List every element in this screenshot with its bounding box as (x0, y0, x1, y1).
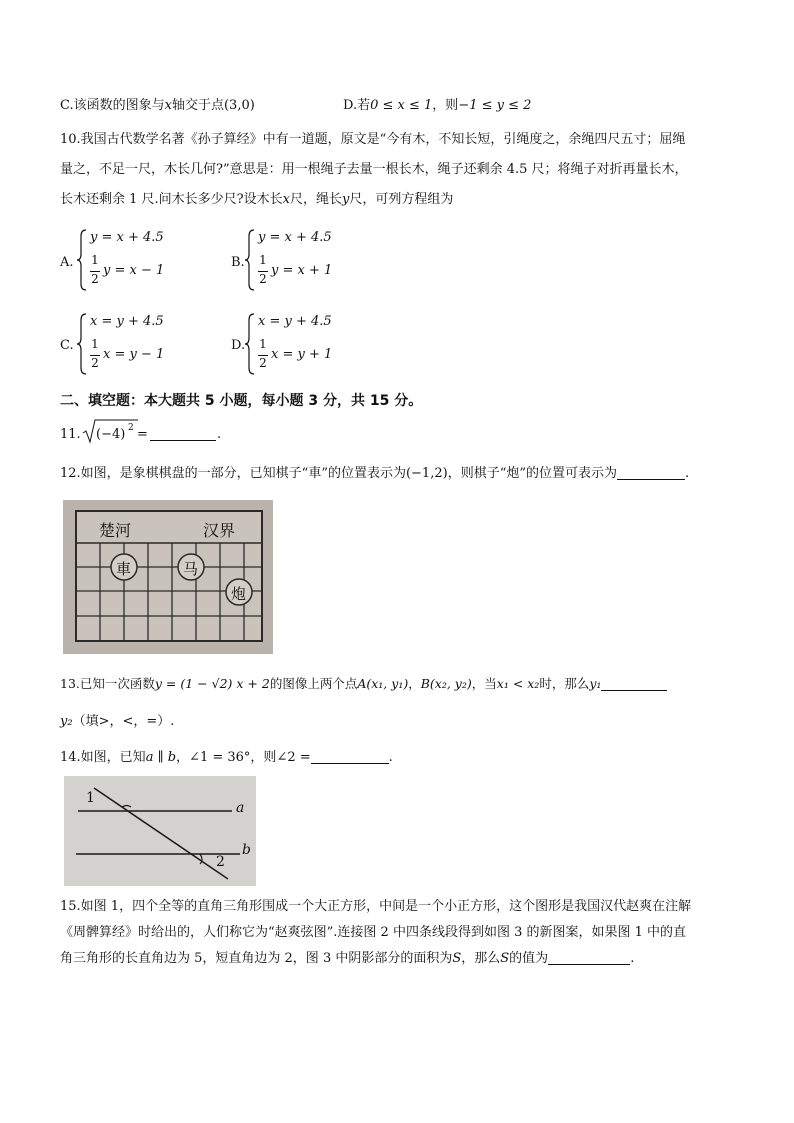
brace-icon (76, 312, 88, 376)
q9-option-d-expr1: 0 ≤ x ≤ 1 (370, 98, 433, 113)
q10-option-d-frac-num: 1 (259, 337, 267, 351)
q11-answer-blank (150, 426, 216, 441)
q10-line-3-c: 尺，可列方程组为 (349, 192, 454, 207)
q10-option-a-frac-num: 1 (91, 253, 99, 267)
piece-ju: 車 (116, 560, 132, 578)
parallel-lines-figure (64, 776, 256, 886)
figure-line-a-label: a (236, 800, 245, 816)
q12-text-a: 12.如图，是象棋棋盘的一部分，已知棋子“車”的位置表示为 (60, 466, 406, 481)
q10-option-b-frac-num: 1 (259, 253, 267, 267)
q9-option-d (343, 97, 531, 115)
q14-text (60, 749, 393, 767)
q13-line-2 (60, 713, 174, 731)
q13-text-d: 时，那么 (539, 676, 590, 691)
q13-function: y = (1 − √2) x + 2 (154, 676, 270, 691)
q9-option-c-text: C.该函数的图象与 (60, 98, 165, 113)
q11-equals: = (137, 427, 148, 442)
figure-angle-2-label: 2 (216, 854, 225, 870)
q10-var-x: x (282, 192, 290, 207)
q10-option-c-eq2: x = y − 1 (103, 347, 165, 362)
q10-option-a-eq2: y = x − 1 (103, 263, 165, 278)
figure-line-b-label: b (242, 842, 251, 858)
q13-sep: ， (408, 676, 421, 691)
q13-point-a: A(x₁, y₁) (357, 676, 409, 691)
q14-angle-2: ∠2 = (276, 750, 311, 765)
section-2-heading: 二、填空题：本大题共 5 小题，每小题 3 分，共 15 分。 (60, 393, 423, 409)
q14-end: . (388, 750, 393, 765)
q10-option-d-eq2: x = y + 1 (271, 347, 333, 362)
piece-ma: 马 (183, 560, 199, 578)
q10-line-2: 量之，不足一尺，木长几何?”意思是：用一根绳子去量一根长木，绳子还剩余 4.5 尺；将绳子对折再量长木， (60, 162, 688, 177)
q15-var-s-2: S (500, 951, 510, 966)
q15-line-3-b: ，那么 (461, 951, 501, 966)
q13-y1: y₁ (589, 676, 602, 691)
q13-text-b: 的图像上两个点 (269, 676, 358, 691)
q9-option-c-point: (3,0) (223, 98, 255, 113)
q13-text-a: 13.已知一次函数 (60, 676, 155, 691)
q9-option-d-text: D.若 (343, 98, 371, 113)
q11-end: . (217, 427, 222, 442)
q11-radicand: (−4) (96, 427, 126, 442)
brace-icon (244, 312, 256, 376)
piece-pao: 炮 (231, 585, 247, 603)
brace-icon (244, 228, 256, 292)
q13-y2: y₂ (60, 714, 73, 729)
chessboard-figure (63, 500, 273, 654)
q14-answer-blank (311, 749, 389, 764)
q10-option-b-label: B. (231, 255, 245, 270)
q9-option-d-expr2: −1 ≤ y ≤ 2 (458, 98, 532, 113)
q10-option-c-frac-den: 2 (91, 356, 99, 370)
q10-option-b-eq2: y = x + 1 (271, 263, 333, 278)
q15-line-3-a: 角三角形的长直角边为 5，短直角边为 2，图 3 中阴影部分的面积为 (60, 951, 453, 966)
q10-option-c-eq1: x = y + 4.5 (90, 314, 164, 329)
q10-option-c-frac-num: 1 (91, 337, 99, 351)
q10-option-d-eq1: x = y + 4.5 (258, 314, 332, 329)
q10-option-c-label: C. (60, 338, 74, 353)
q14-text-b: ，则 (250, 750, 277, 765)
q10-option-d-frac-den: 2 (259, 356, 267, 370)
q15-var-s: S (452, 951, 462, 966)
q10-line-3-b: 尺，绳长 (289, 192, 342, 207)
q14-text-a: 14.如图，已知 (60, 750, 146, 765)
board-label-chu-he: 楚河 (99, 521, 132, 540)
chessboard-image (63, 500, 273, 654)
q12-point: (−1,2) (405, 466, 448, 481)
q10-option-b-eq1: y = x + 4.5 (258, 230, 332, 245)
q13-point-b: B(x₂, y₂) (420, 676, 472, 691)
q13-line-1 (60, 675, 667, 693)
q15-answer-blank (548, 950, 630, 965)
q11-number: 11. (60, 427, 81, 442)
q15-end: . (630, 951, 635, 966)
q9-option-d-mid: ，则 (432, 98, 459, 113)
q12-answer-blank (617, 465, 685, 480)
q14-angle-1: ∠1 = 36° (189, 750, 251, 765)
q10-option-b-frac-den: 2 (259, 272, 267, 286)
q9-option-c (60, 97, 255, 115)
q11-exponent: 2 (128, 423, 134, 433)
q15-line-1: 15.如图 1，四个全等的直角三角形围成一个大正方形，中间是一个小正方形，这个图形是我国汉代赵爽在注解 (60, 899, 692, 914)
q10-option-a-label: A. (60, 255, 74, 270)
q13-condition: x₁ < x₂ (496, 676, 540, 691)
q10-var-y: y (342, 192, 350, 207)
q10-line-1: 10.我国古代数学名著《孙子算经》中有一道题，原文是“今有木，不知长短，引绳度之，余绳四尺五寸；屈绳 (60, 132, 686, 147)
q9-option-c-tail: 轴交于点 (171, 98, 224, 113)
q15-line-2: 《周髀算经》时给出的，人们称它为“赵爽弦图”.连接图 2 中四条线段得到如图 3 的新图案，如果图 1 中的直 (60, 925, 687, 940)
q15-line-3-c: 的值为 (509, 951, 549, 966)
q10-option-a-frac-den: 2 (91, 272, 99, 286)
q10-option-a-eq1: y = x + 4.5 (90, 230, 164, 245)
brace-icon (76, 228, 88, 292)
q15-line-3 (60, 950, 634, 968)
q12-text (60, 465, 689, 483)
q10-option-d-label: D. (231, 338, 246, 353)
q12-end: . (684, 466, 690, 481)
q10-line-3-a: 长木还剩余 1 尺.问木长多少尺?设木长 (60, 192, 283, 207)
q12-text-b: ，则棋子“炮”的位置可表示为 (447, 466, 617, 481)
q13-hint: （填>，<，=）. (72, 714, 175, 729)
q9-option-c-var: x (164, 98, 172, 113)
board-label-han-jie: 汉界 (203, 521, 236, 540)
figure-angle-1-label: 1 (86, 790, 95, 806)
q13-answer-blank (601, 676, 667, 691)
q13-text-c: ，当 (471, 676, 497, 691)
q14-parallel: a ∥ b (145, 750, 177, 765)
q14-sep: ， (176, 750, 190, 765)
q10-line-3 (60, 191, 453, 209)
